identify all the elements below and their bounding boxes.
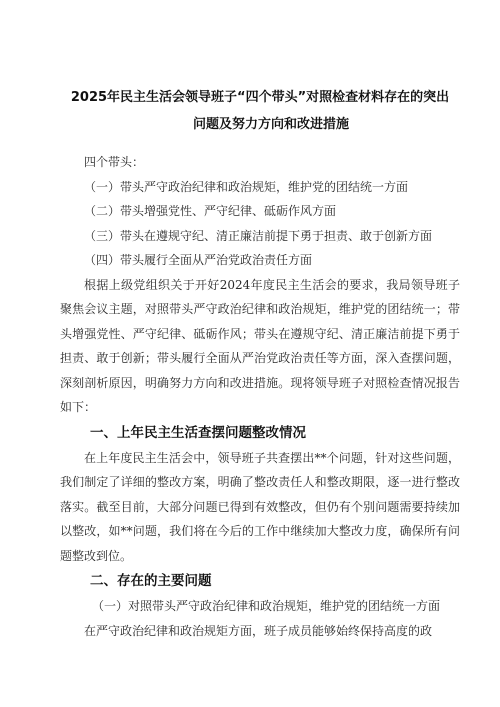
document-body [60, 150, 460, 643]
section-2-paragraph: 在严守政治纪律和政治规矩方面，班子成员能够始终保持高度的政 [84, 623, 433, 638]
title-line-1: 2025年民主生活会领导班子“四个带头”对照检查材料存在的突出 [70, 90, 450, 105]
section-1-heading: 一、上年民主生活查摆问题整改情况 [90, 424, 306, 441]
section-2-subheading: （一）对照带头严守政治纪律和政治规矩，维护党的团结统一方面 [92, 599, 441, 613]
section-2-heading: 二、存在的主要问题 [90, 573, 212, 589]
document-title [60, 84, 460, 138]
intro-label: 四个带头： [84, 155, 145, 169]
point-2: （二）带头增强党性、严守纪律、砥砺作风方面 [84, 204, 337, 218]
intro-paragraph: 根据上级党组织关于开好2024年度民主生活会的要求，我局领导班子聚焦会议主题，对照带头严守政治纪律和政治规矩，维护党的团结统一；带头增强党性、严守纪律、砥砺作风；带头在遵规守纪、清正廉洁前提下勇于担责、敢于创新；带头履行全面从严治党政治责任等方面，深入查摆问题，深刻剖析原因，明确努力方向和改进措施。现将领导班子对照检查情况报告如下： [60, 277, 460, 414]
point-3: （三）带头在遵规守纪、清正廉洁前提下勇于担责、敢于创新方面 [84, 228, 433, 243]
point-1: （一）带头严守政治纪律和政治规矩，维护党的团结统一方面 [84, 179, 409, 194]
point-4: （四）带头履行全面从严治党政治责任方面 [84, 253, 313, 267]
title-line-2: 问题及努力方向和改进措施 [192, 117, 349, 132]
section-1-paragraph: 在上年度民主生活会中，领导班子共查摆出**个问题，针对这些问题，我们制定了详细的整改方案，明确了整改责任人和整改期限，逐一进行整改落实。截至目前，大部分问题已得到有效整改，但仍有个别问题需要持续加以整改，如**问题，我们将在今后的工作中继续加大整改力度，确保所有问题整改到位。 [60, 450, 460, 563]
